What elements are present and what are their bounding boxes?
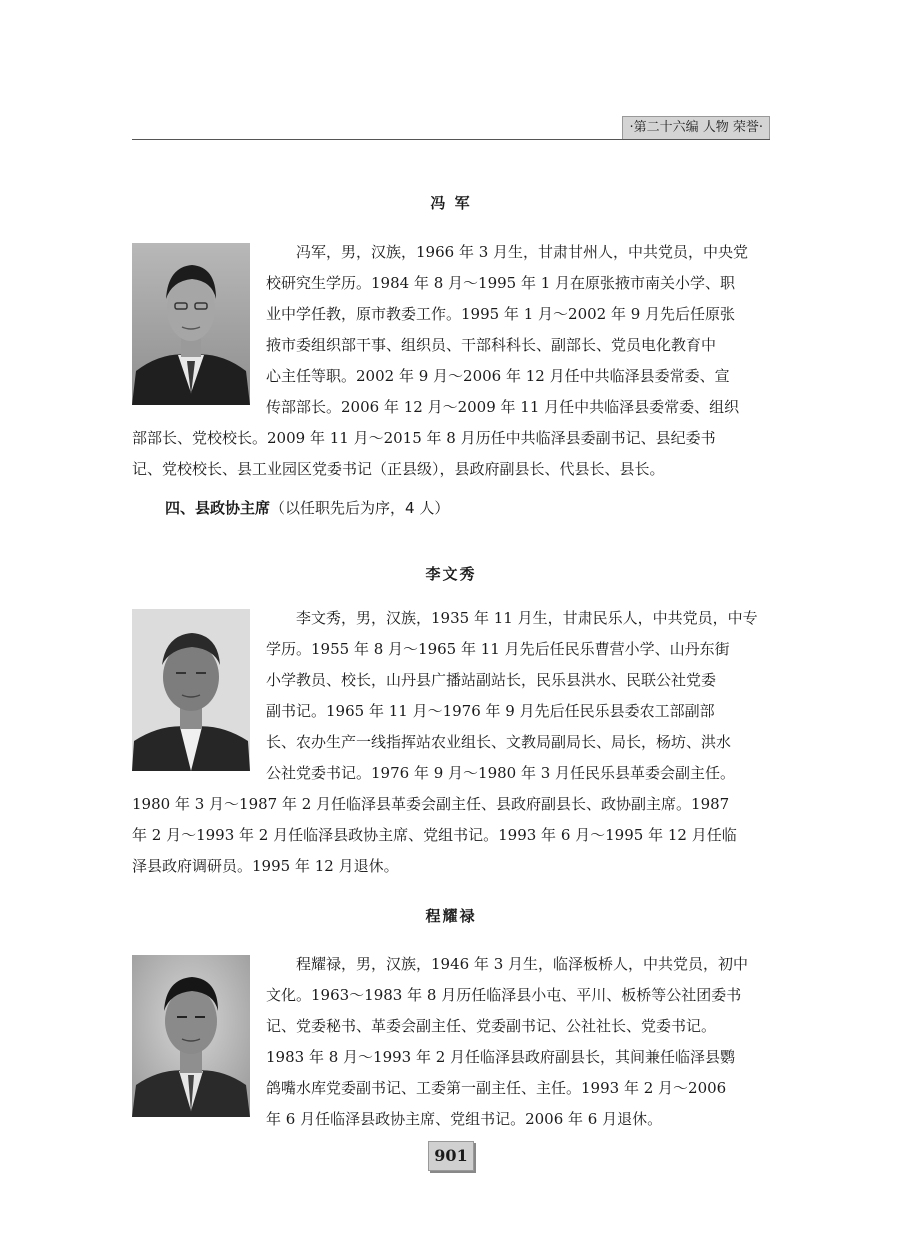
bio-para-2a <box>266 603 770 789</box>
bio-line: 记、党校校长、县工业园区党委书记（正县级），县政府副县长、代县长、县长。 <box>132 460 665 478</box>
portrait-photo-2 <box>132 609 250 771</box>
bio-line: 掖市委组织部干事、组织员、干部科科长、副部长、党员电化教育中 <box>266 336 717 354</box>
bio-line: 学历。1955 年 8 月～1965 年 11 月先后任民乐曹营小学、山丹东街 <box>266 640 730 658</box>
bio-line: 小学教员、校长，山丹县广播站副站长，民乐县洪水、民联公社党委 <box>266 671 717 689</box>
section-note: （以任职先后为序，4 人） <box>270 499 450 517</box>
bio-line: 公社党委书记。1976 年 9 月～1980 年 3 月任民乐县革委会副主任。 <box>266 764 736 782</box>
bio-line: 传部部长。2006 年 12 月～2009 年 11 月任中共临泽县委常委、组织 <box>266 398 740 416</box>
portrait-photo-3 <box>132 955 250 1117</box>
bio-line: 泽县政府调研员。1995 年 12 月退休。 <box>132 857 399 875</box>
bio-line: 1980 年 3 月～1987 年 2 月任临泽县革委会副主任、县政府副县长、政协副主席。1987 <box>132 795 730 813</box>
bio-line: 业中学任教，原市教委工作。1995 年 1 月～2002 年 9 月先后任原张 <box>266 305 736 323</box>
person-name-2: 李文秀 <box>425 565 477 583</box>
bio-line: 长、农办生产一线指挥站农业组长、文教局副局长、局长，杨坊、洪水 <box>266 733 732 751</box>
bio-line: 鸽嘴水库党委副书记、工委第一副主任、主任。1993 年 2 月～2006 <box>266 1079 727 1097</box>
bio-line: 文化。1963～1983 年 8 月历任临泽县小屯、平川、板桥等公社团委书 <box>266 986 742 1004</box>
bio-line: 程耀禄，男，汉族，1946 年 3 月生，临泽板桥人，中共党员，初中 <box>296 955 749 973</box>
section-heading <box>165 497 449 518</box>
bio-para-1a <box>266 237 770 423</box>
header-rule <box>132 139 770 140</box>
person-name-3: 程耀禄 <box>425 907 477 925</box>
bio-line: 年 2 月～1993 年 2 月任临泽县政协主席、党组书记。1993 年 6 月～1995 年 12 月任临 <box>132 826 737 844</box>
portrait-photo-1 <box>132 243 250 405</box>
running-header: ·第二十六编 人物 荣誉· <box>622 116 770 140</box>
section-title: 四、县政协主席 <box>165 499 271 517</box>
person-name-1: 冯 军 <box>430 194 472 212</box>
bio-line: 心主任等职。2002 年 9 月～2006 年 12 月任中共临泽县委常委、宣 <box>266 367 730 385</box>
bio-line: 副书记。1965 年 11 月～1976 年 9 月先后任民乐县委农工部副部 <box>266 702 715 720</box>
bio-line: 1983 年 8 月～1993 年 2 月任临泽县政府副县长，其间兼任临泽县鹦 <box>266 1048 736 1066</box>
bio-line: 年 6 月任临泽县政协主席、党组书记。2006 年 6 月退休。 <box>266 1110 663 1128</box>
page-number: 901 <box>428 1141 474 1171</box>
bio-line: 部部长、党校校长。2009 年 11 月～2015 年 8 月历任中共临泽县委副书记、县纪委书 <box>132 429 716 447</box>
bio-line: 冯军，男，汉族，1966 年 3 月生，甘肃甘州人，中共党员，中央党 <box>296 243 749 261</box>
bio-para-2b <box>132 789 770 882</box>
bio-para-3 <box>266 949 770 1135</box>
bio-line: 校研究生学历。1984 年 8 月～1995 年 1 月在原张掖市南关小学、职 <box>266 274 736 292</box>
bio-line: 李文秀，男，汉族，1935 年 11 月生，甘肃民乐人，中共党员，中专 <box>296 609 758 627</box>
bio-line: 记、党委秘书、革委会副主任、党委副书记、公社社长、党委书记。 <box>266 1017 717 1035</box>
bio-para-1b <box>132 423 770 485</box>
